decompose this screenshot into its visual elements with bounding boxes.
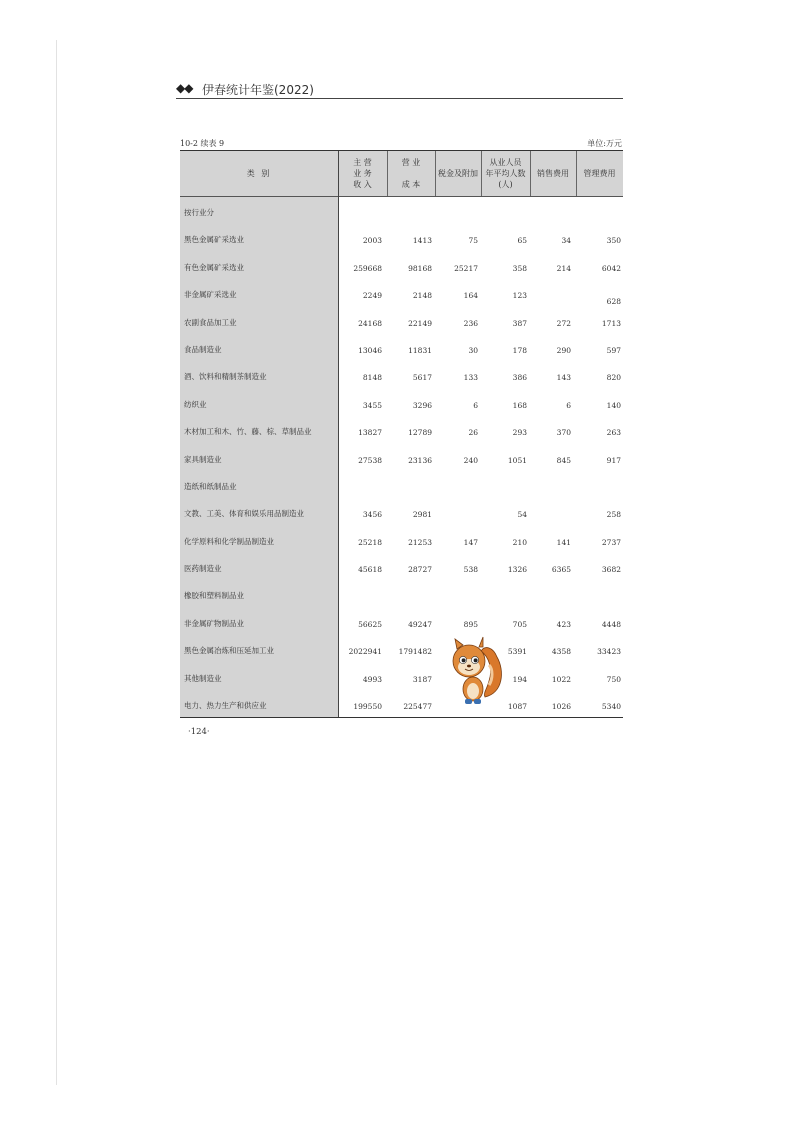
row-value: 1713 — [601, 318, 621, 328]
column-divider — [387, 151, 388, 196]
table-row — [180, 334, 623, 361]
row-category: 其他制造业 — [184, 673, 222, 683]
row-category: 造纸和纸制品业 — [184, 481, 237, 491]
running-header — [176, 80, 623, 99]
table-body — [180, 197, 623, 717]
row-value: 4993 — [362, 674, 382, 684]
row-value: 199550 — [353, 702, 382, 712]
row-category: 酒、饮料和精制茶制造业 — [184, 372, 267, 382]
row-value: 22149 — [408, 318, 432, 328]
column-header-cost — [387, 151, 435, 196]
row-value: 1791482 — [398, 647, 432, 657]
column-header-line: 税金及附加 — [438, 169, 478, 178]
row-value: 750 — [606, 674, 621, 684]
row-value: 895 — [463, 619, 478, 629]
column-header-revenue — [338, 151, 387, 196]
row-value: 259668 — [353, 263, 382, 273]
row-value: 147 — [463, 537, 478, 547]
row-category: 化学原料和化学制品制造业 — [184, 536, 274, 546]
row-value: 225477 — [403, 702, 432, 712]
row-value: 258 — [606, 510, 621, 520]
row-category: 黑色金属冶炼和压延加工业 — [184, 646, 274, 656]
row-value: 1087 — [507, 702, 527, 712]
table-row — [180, 389, 623, 416]
row-category: 食品制造业 — [184, 344, 222, 354]
row-value: 240 — [463, 455, 478, 465]
row-value: 3682 — [601, 565, 621, 575]
row-value: 2022941 — [348, 647, 382, 657]
row-category: 家具制造业 — [184, 454, 222, 464]
row-value: 65 — [517, 236, 527, 246]
row-value: 370 — [556, 428, 571, 438]
row-value: 2003 — [362, 236, 382, 246]
table-row — [180, 608, 623, 635]
statistics-table — [180, 150, 623, 718]
diamond-icon: ◆◆ — [176, 81, 193, 95]
row-value: 386 — [512, 373, 527, 383]
row-value: 917 — [606, 455, 621, 465]
row-value: 26 — [468, 428, 478, 438]
row-value: 272 — [556, 318, 571, 328]
row-value: 423 — [556, 619, 571, 629]
row-value: 30 — [468, 345, 478, 355]
table-row — [180, 416, 623, 443]
row-value: 6042 — [601, 263, 621, 273]
table-row — [180, 361, 623, 388]
row-value: 293 — [512, 428, 527, 438]
column-header-line: 类 别 — [246, 169, 272, 178]
column-divider — [481, 151, 482, 196]
row-value: 98168 — [408, 263, 432, 273]
column-header-employees — [481, 151, 530, 196]
row-value: 75 — [468, 236, 478, 246]
table-row — [180, 498, 623, 525]
column-header-line: 主 营 — [353, 158, 372, 167]
row-category: 非金属矿采选业 — [184, 290, 237, 300]
row-category: 橡胶和塑料制品业 — [184, 591, 244, 601]
column-header-line: 成 本 — [401, 180, 421, 189]
column-divider — [435, 151, 436, 196]
row-value: 5391 — [507, 647, 527, 657]
row-value: 49247 — [408, 619, 432, 629]
column-header-line: 从业人员 — [489, 158, 522, 167]
row-value: 45618 — [358, 565, 382, 575]
row-value: 4358 — [551, 647, 571, 657]
page-number: ·124· — [188, 727, 210, 737]
row-category: 农副食品加工业 — [184, 317, 237, 327]
row-value: 133 — [463, 373, 478, 383]
row-value: 27538 — [358, 455, 382, 465]
column-header-line: 业 务 — [353, 169, 372, 178]
row-value: 290 — [556, 345, 571, 355]
column-header-line: 年平均人数 — [485, 169, 526, 178]
row-value: 28727 — [408, 565, 432, 575]
row-value: 6 — [566, 400, 571, 410]
row-value: 6 — [473, 400, 478, 410]
row-value: 350 — [606, 236, 621, 246]
row-value: 34 — [561, 236, 571, 246]
squirrel-mascot-icon — [445, 635, 505, 707]
page-margin-line — [56, 40, 57, 1085]
row-value: 3455 — [362, 400, 382, 410]
row-value: 21253 — [408, 537, 432, 547]
row-value: 2737 — [601, 537, 621, 547]
row-value: 628 — [606, 297, 621, 307]
row-category: 黑色金属矿采选业 — [184, 235, 244, 245]
row-category: 文教、工美、体育和娱乐用品制造业 — [184, 509, 304, 519]
row-value: 25217 — [454, 263, 478, 273]
row-value: 164 — [463, 291, 478, 301]
column-header-admin — [576, 151, 623, 196]
column-header-category — [180, 151, 338, 196]
table-row — [180, 635, 623, 662]
row-value: 24168 — [358, 318, 382, 328]
table-row — [180, 444, 623, 471]
row-category: 电力、热力生产和供应业 — [184, 701, 267, 711]
row-value: 140 — [606, 400, 621, 410]
row-category: 非金属矿物制品业 — [184, 618, 244, 628]
row-value: 123 — [512, 291, 527, 301]
row-category: 纺织业 — [184, 399, 207, 409]
column-header-selling — [530, 151, 576, 196]
row-value: 538 — [463, 565, 478, 575]
column-divider — [576, 151, 577, 196]
row-category: 医药制造业 — [184, 564, 222, 574]
table-unit: 单位:万元 — [587, 139, 622, 148]
row-value: 141 — [556, 537, 571, 547]
row-value: 8148 — [362, 373, 382, 383]
row-value: 6365 — [551, 565, 571, 575]
row-value: 5340 — [601, 702, 621, 712]
row-value: 3296 — [412, 400, 432, 410]
row-value: 214 — [556, 263, 571, 273]
row-value: 3456 — [362, 510, 382, 520]
row-value: 1022 — [551, 674, 571, 684]
row-value: 13046 — [358, 345, 382, 355]
row-value: 3187 — [412, 674, 432, 684]
column-header-line: 营 业 — [401, 158, 421, 167]
row-value: 597 — [606, 345, 621, 355]
row-value: 143 — [556, 373, 571, 383]
row-value: 5617 — [412, 373, 432, 383]
table-row — [180, 252, 623, 279]
row-value: 705 — [512, 619, 527, 629]
row-value: 54 — [517, 510, 527, 520]
row-value: 845 — [556, 455, 571, 465]
row-value: 358 — [512, 263, 527, 273]
table-id: 10-2 续表 9 — [180, 139, 225, 148]
table-row — [180, 197, 623, 224]
row-value: 2249 — [362, 291, 382, 301]
row-value: 1026 — [551, 702, 571, 712]
row-value: 4448 — [601, 619, 621, 629]
row-value: 23136 — [408, 455, 432, 465]
column-header-line: 销售费用 — [537, 169, 569, 178]
row-value: 12789 — [408, 428, 432, 438]
row-value: 1051 — [507, 455, 527, 465]
header-title: 伊春统计年鉴(2022) — [202, 83, 314, 97]
row-category: 按行业分 — [184, 208, 214, 217]
column-header-line: 管理费用 — [583, 169, 616, 178]
row-value: 194 — [512, 674, 527, 684]
row-value: 56625 — [358, 619, 382, 629]
column-header-tax — [435, 151, 481, 196]
row-value: 2981 — [412, 510, 432, 520]
row-value: 1413 — [412, 236, 432, 246]
row-category: 木材加工和木、竹、藤、棕、草制品业 — [184, 427, 312, 437]
column-header-line: 收 入 — [353, 180, 372, 189]
table-row — [180, 526, 623, 553]
row-value: 168 — [512, 400, 527, 410]
row-value: 13827 — [358, 428, 382, 438]
row-value: 33423 — [597, 647, 621, 657]
row-value: 11831 — [408, 345, 432, 355]
row-value: 2148 — [412, 291, 432, 301]
table-row — [180, 580, 623, 607]
table-row — [180, 663, 623, 690]
table-row — [180, 307, 623, 334]
row-value: 25218 — [358, 537, 382, 547]
row-value: 210 — [512, 537, 527, 547]
table-row — [180, 553, 623, 580]
table-row — [180, 690, 623, 717]
table-row — [180, 471, 623, 498]
row-value: 1326 — [507, 565, 527, 575]
row-value: 236 — [463, 318, 478, 328]
row-category: 有色金属矿采选业 — [184, 262, 244, 272]
column-divider — [530, 151, 531, 196]
row-value: 178 — [512, 345, 527, 355]
table-row — [180, 279, 623, 306]
row-value: 820 — [606, 373, 621, 383]
row-value: 263 — [606, 428, 621, 438]
column-header-line: (人) — [498, 180, 513, 189]
table-row — [180, 224, 623, 251]
row-value: 387 — [512, 318, 527, 328]
